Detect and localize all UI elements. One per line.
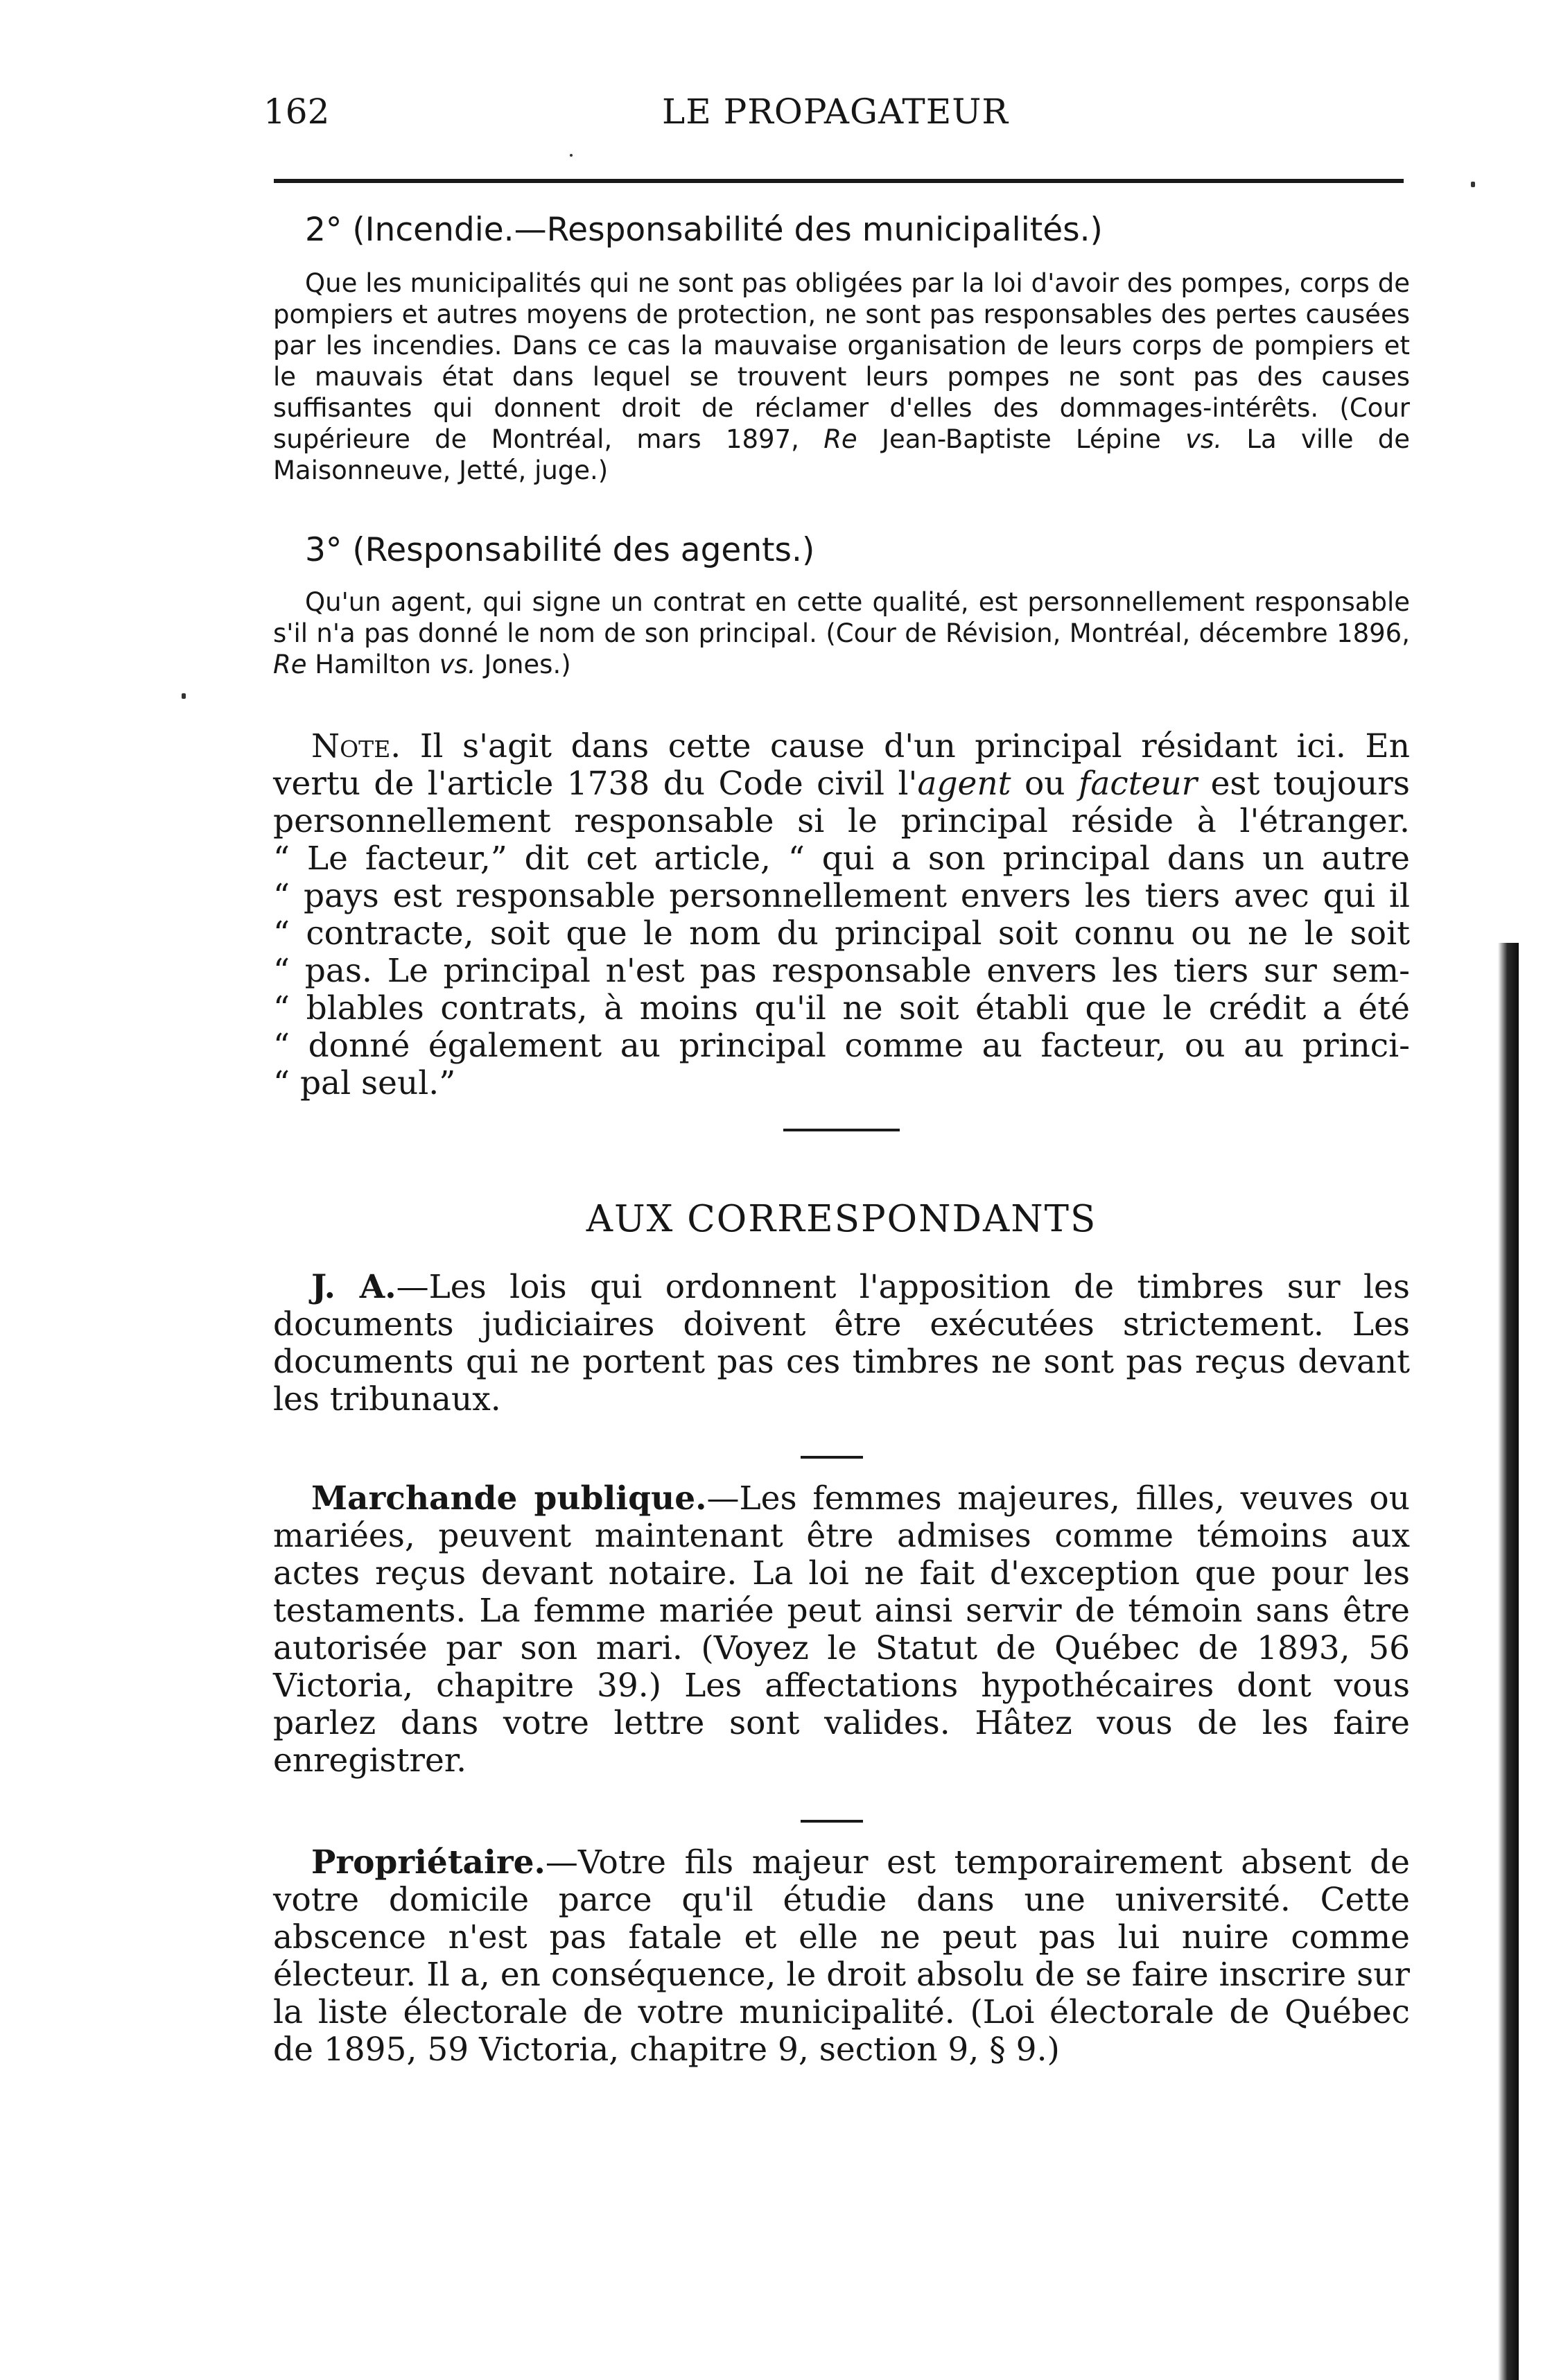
reply-ja bbox=[273, 1269, 1410, 1418]
scan-speck bbox=[1471, 182, 1475, 187]
section-agents bbox=[273, 528, 1410, 680]
note-line: “ pas. Le principal n'est pas responsable envers les tiers sur sem- bbox=[273, 952, 1410, 990]
reply-proprietaire bbox=[273, 1844, 1410, 2069]
running-header bbox=[263, 92, 1407, 140]
section-text bbox=[273, 587, 1410, 680]
section-divider bbox=[783, 1129, 900, 1131]
party-two: Jones.) bbox=[484, 650, 571, 679]
note-paragraph bbox=[273, 728, 1410, 1102]
versus-label: vs. bbox=[1185, 424, 1223, 454]
note-line: “ donné également au principal comme au facteur, ou au princi- bbox=[273, 1027, 1410, 1065]
header-rule bbox=[274, 179, 1404, 183]
reply-lead: J. A. bbox=[311, 1268, 396, 1306]
note-line: Note. Il s'agit dans cette cause d'un principal résidant ici. En bbox=[311, 727, 1410, 765]
running-title: LE PROPAGATEUR bbox=[662, 92, 1009, 132]
note-line: personnellement responsable si le principal réside à l'étranger. bbox=[273, 802, 1410, 840]
correspondents-title: AUX CORRESPONDANTS bbox=[586, 1198, 1097, 1240]
note-line: “ Le facteur,” dit cet article, “ qui a son principal dans un autre bbox=[273, 840, 1410, 878]
page-number: 162 bbox=[263, 92, 330, 132]
note-line: “ pal seul.” bbox=[273, 1064, 456, 1102]
note-label: Note. bbox=[311, 727, 401, 765]
re-label: Re bbox=[823, 424, 857, 454]
reply-text: —Les femmes majeures, filles, veuves ou mariées, peuvent maintenant être admises comme témoins aux actes reçus devant notaire. La loi ne fait d'exception que pour les testaments. La femme mariée peut ainsi servir de témoin sans être autorisée par son mari. (Voyez le Statut de Québec de 1893, 56 Victoria, chapitre 39.) Les affectations hypothécaires dont vous parlez dans votre lettre sont valides. Hâtez vous de les faire enregistrer. bbox=[273, 1479, 1410, 1780]
scan-edge-shadow bbox=[1498, 943, 1519, 2380]
term-facteur: facteur bbox=[1078, 765, 1198, 803]
reply-text: —Les lois qui ordonnent l'apposition de timbres sur les documents judiciaires doivent être exécutées strictement. Les documents qui ne portent pas ces timbres ne sont pas reçus devant les tribunaux. bbox=[273, 1268, 1410, 1418]
note-line: “ pays est responsable personnellement envers les tiers avec qui il bbox=[273, 877, 1410, 915]
reply-text: —Votre fils majeur est temporairement absent de votre domicile parce qu'il étudie dans une université. Cette abscence n'est pas fatale et elle ne peut pas lui nuire comme électeur. Il a, en conséquence, le droit absolu de se faire inscrire sur la liste électorale de votre municipalité. (Loi électorale de Québec de 1895, 59 Victoria, chapitre 9, section 9, § 9.) bbox=[273, 1843, 1410, 2069]
reply-marchande bbox=[273, 1480, 1410, 1780]
section-heading: 2° (Incendie.—Responsabilité des municipalités.) bbox=[305, 211, 1103, 249]
reply-divider bbox=[801, 1456, 863, 1459]
scan-speck bbox=[570, 154, 573, 157]
re-label: Re bbox=[273, 650, 307, 679]
party-one: Hamilton bbox=[315, 650, 431, 679]
section-body: Que les municipalités qui ne sont pas obligées par la loi d'avoir des pompes, corps de pompiers et autres moyens de protection, ne sont pas responsables des pertes causées par les incendies. Dans ce cas la mauvaise organisation de leurs corps de pompiers et le mauvais état dans lequel se trouvent leurs pompes ne sont pas des causes suffisantes qui donnent droit de réclamer d'elles des dommages-intérêts. (Cour supérieure de Montréal, mars 1897, bbox=[273, 268, 1410, 454]
section-heading: 3° (Responsabilité des agents.) bbox=[305, 531, 815, 569]
versus-label: vs. bbox=[439, 650, 476, 679]
note-line: vertu de l'article 1738 du Code civil l'agent ou facteur est toujours bbox=[273, 765, 1410, 803]
party-one: Jean-Baptiste Lépine bbox=[882, 424, 1161, 454]
scan-speck bbox=[182, 693, 186, 699]
party-two: La ville de Maisonneuve, Jetté, juge.) bbox=[273, 424, 1411, 485]
term-agent: agent bbox=[917, 765, 1011, 803]
section-incendie bbox=[273, 208, 1410, 486]
note-line: “ blables contrats, à moins qu'il ne soit établi que le crédit a été bbox=[273, 989, 1410, 1027]
section-body: Qu'un agent, qui signe un contrat en cette qualité, est personnellement responsable s'il n'a pas donné le nom de son principal. (Cour de Révision, Montréal, décembre 1896, bbox=[273, 587, 1410, 648]
note-line: “ contracte, soit que le nom du principal soit connu ou ne le soit bbox=[273, 914, 1410, 953]
reply-divider bbox=[801, 1820, 863, 1823]
section-text bbox=[273, 268, 1410, 486]
reply-lead: Marchande publique. bbox=[311, 1479, 707, 1518]
reply-lead: Propriétaire. bbox=[311, 1843, 546, 1882]
